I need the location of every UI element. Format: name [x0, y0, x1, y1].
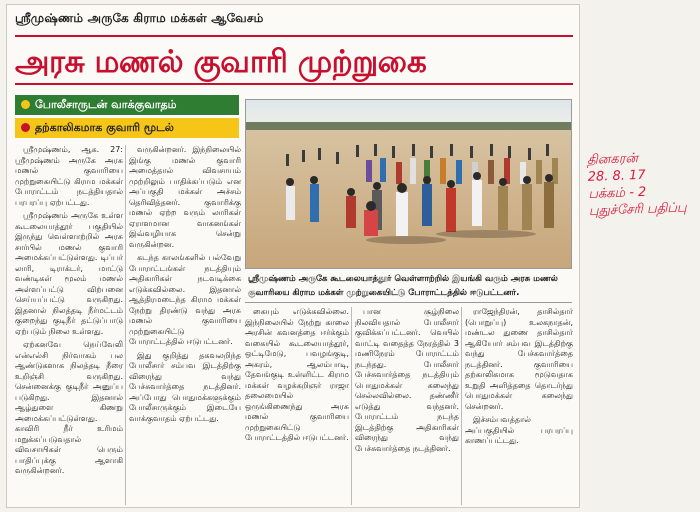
photo-caption: ஸ்ரீமுஷ்ணம் அருகே கூடலையாத்தூர் வெள்ளாற்றில் இயங்கி வரும் அரசு மணல் குவாரியை கிராம மக்கள் முற்றுகையிட்டு போராட்டத்தில் ஈடுபட்டனர். — [245, 271, 572, 303]
bullet-icon — [21, 100, 30, 109]
column-divider — [351, 307, 352, 505]
subhead-police-argument — [15, 95, 239, 115]
article-paragraph: கையும் எடுக்கவில்லை. இந்நிலையில் நேற்று காலை அரசின் கவனத்தை ஈர்க்கும் வகையில் கூடலையாத்தூர், ஒட்டிமேடு, பவழங்குடி, அகரம், ஆலம்பாடி, தேவங்குடி உள்ளிட்ட கிராம மக்கள் வழக்கறிஞர் ராஜா தலைமையில் ஒருங்கிணைந்து அரசு மணல் குவாரியை முற்றுகையிட்டு போராட்டத்தில் ஈடுபட்டனர். — [245, 307, 349, 442]
handwritten-source-note — [587, 148, 695, 220]
source-page: பக்கம் - 2 — [588, 184, 647, 202]
newspaper-clipping — [6, 4, 580, 508]
source-newspaper: தினகரன் — [586, 151, 639, 168]
article-column-5 — [465, 307, 573, 505]
kicker-line: ஸ்ரீமுஷ்ணம் அருகே கிராம மக்கள் ஆவேசம் — [15, 11, 264, 25]
article-paragraph: பான சூழ்நிலை நிலவியதால் போலீசார் குவிக்கப்பட்டனர். வெயில் வாட்டி வதைத்த நேரத்தில் 3 மணிநேரம் போராட்டம் நடந்தது. போலீசார் பேச்சுவார்த்தை நடத்தியும் பொதுமக்கள் கலைந்து செல்லவில்லை. தண்ணீர் எடுத்து வந்தனர். போராட்டம் நடந்த இடத்திற்கு அதிகாரிகள் விரைந்து வந்து பேச்சுவார்த்தை நடத்தினர். — [355, 307, 459, 453]
column-divider — [461, 307, 462, 505]
article-column-1 — [15, 145, 123, 505]
article-paragraph: ராஜேந்திரன், தாசில்தார் (பொறுப்பு) உலகநாதன், மண்டல துணை தாசில்தார் ஆகியோர் சம்பவ இடத்திற்கு வந்து பேச்சுவார்த்தை நடத்தினர். குவாரியை தற்காலிகமாக மூடுவதாக உறுதி அளித்ததை தொடர்ந்து பொதுமக்கள் கலைந்து சென்றனர். — [465, 307, 573, 411]
article-paragraph: ஸ்ரீமுஷ்ணம் அருகே உள்ள கூடலையாத்தூர் பகுதியில் இருந்து வெள்ளாற்றில் அரசு சார்பில் மணல் குவாரி அமைக்கப்பட்டுள்ளது. டிப்பர் லாரி, டிராக்டர், மாட்டு வண்டிகள் மூலம் மணல் அள்ளப்பட்டு விற்பனை செய்யப்பட்டு வருகிறது. இதனால் நிலத்தடி நீர்மட்டம் குறைந்து குடிநீர் தட்டுப்பாடு ஏற்படும் நிலை உள்ளது. — [15, 211, 123, 336]
article-column-4 — [355, 307, 459, 505]
article-column-3 — [245, 307, 349, 505]
bullet-icon — [21, 123, 30, 132]
article-paragraph: வருகின்றனர். இந்நிலையில் இங்கு மணல் குவாரி அமைத்தால் விவசாயம் முற்றிலும் பாதிக்கப்படும் என அப்பகுதி மக்கள் அச்சம் தெரிவித்தனர். குவாரிக்கு மணல் ஏற்ற வரும் லாரிகள் ஏராளமான வாகனங்கள் இவ்வழியாக சென்று வருகின்றன. — [129, 145, 241, 249]
subhead-1-text: போலீசாருடன் வாக்குவாதம் — [35, 98, 177, 111]
article-paragraph: இது குறித்து தகவலறிந்த போலீசார் சம்பவ இடத்திற்கு விரைந்து வந்து பேச்சுவார்த்தை நடத்தினர். அப்போது பொதுமக்களுக்கும் போலீசாருக்கும் இடையே வாக்குவாதம் ஏற்பட்டது. — [129, 350, 241, 423]
article-paragraph: இச்சம்பவத்தால் அப்பகுதியில் பரபரப்பு காணப்பட்டது. — [465, 415, 573, 445]
column-divider — [125, 145, 126, 505]
article-paragraph: ஸ்ரீமுஷ்ணம், ஆக. 27: ஸ்ரீமுஷ்ணம் அருகே அரசு மணல் குவாரியை முற்றுகையிட்டு கிராம மக்கள் போராட்டம் நடத்தியதால் பரபரப்பு ஏற்பட்டது. — [15, 145, 123, 207]
source-date: 28. 8. 17 — [587, 167, 646, 185]
protest-photo-image — [246, 100, 572, 269]
article-paragraph: கடந்த காலங்களில் பல்வேறு போராட்டங்கள் நடத்தியும் அதிகாரிகள் நடவடிக்கை எடுக்கவில்லை. இதனால் ஆத்திரமடைந்த கிராம மக்கள் நேற்று திரண்டு வந்து அரசு மணல் குவாரியை முற்றுகையிட்டு போராட்டத்தில் ஈடுபட்டனர். — [129, 253, 241, 346]
article-column-2 — [129, 145, 241, 505]
source-edition: புதுச்சேரி பதிப்பு — [588, 200, 687, 219]
article-paragraph: ஏற்கனவே நெய்வேலி என்எல்சி நிர்வாகம் பல ஆண்டுகளாக நிலத்தடி நீரை உறிஞ்சி வருகிறது. சென்னைக்கு குடிநீர் அனுப்ப படுகிறது. இதனால் ஆழ்துளை கிணறு அமைக்கப்பட்டுள்ளது. காவிரி நீர் உரிமம் மறுக்கப்படுவதால் விவசாயிகள் பெரும் பாதிப்புக்கு ஆளாகி வருகின்றனர். — [15, 340, 123, 475]
subhead-2-text: தற்காலிகமாக குவாரி மூடல் — [35, 121, 174, 134]
subhead-quarry-closed — [15, 118, 239, 138]
protest-photo — [245, 99, 572, 269]
headline: அரசு மணல் குவாரி முற்றுகை — [15, 35, 573, 85]
